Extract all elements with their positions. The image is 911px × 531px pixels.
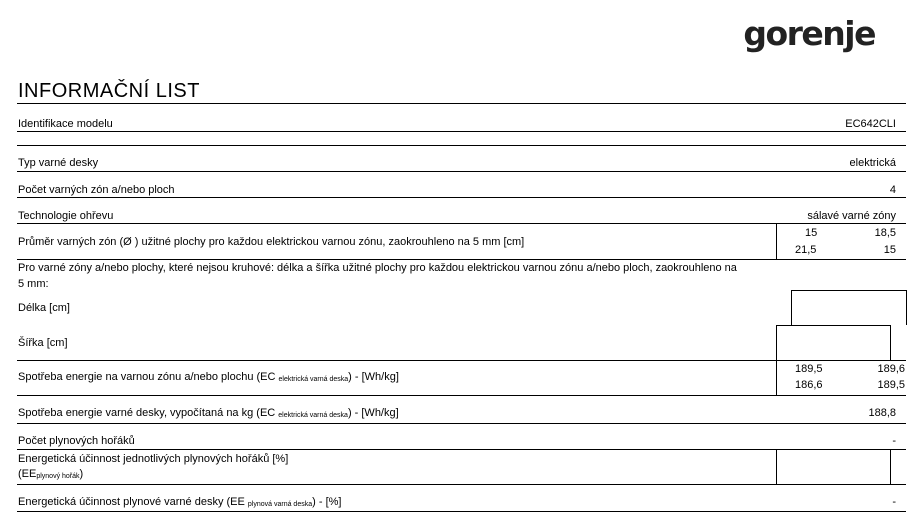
technology-value: sálavé varné zóny [807,210,896,222]
cell-border [791,290,906,291]
technology-label: Technologie ohřevu [18,210,114,222]
width-label: Šířka [cm] [18,337,68,349]
cell-border [791,290,792,325]
row-divider [17,423,906,424]
cell-border [776,360,777,395]
energy-zone-value: 189,5 [795,363,823,375]
gas-eff-hob-value: - [892,496,896,508]
cell-border [776,223,777,259]
energy-zone-value: 189,6 [877,363,905,375]
hob-type-value: elektrická [849,157,896,169]
row-divider [17,197,906,198]
diameter-value: 15 [883,244,896,256]
cell-border [776,449,777,484]
noncircular-label-cont: 5 mm: [18,278,49,290]
row-divider [17,259,906,260]
row-divider [17,449,906,450]
model-value: EC642CLI [845,118,896,130]
cell-border [890,449,891,484]
zones-count-label: Počet varných zón a/nebo ploch [18,184,175,196]
page-title: INFORMAČNÍ LIST [18,80,200,102]
diameter-label: Průměr varných zón (Ø ) užitné plochy pro každou elektrickou varnou zónu, zaokrouhleno na 5 mm [cm] [18,236,525,248]
energy-hob-value: 188,8 [868,407,896,419]
cell-border [890,325,891,360]
noncircular-label: Pro varné zóny a/nebo plochy, které nejsou kruhové: délka a šířka užitné plochy pro každou elektrickou varnou zónu a/nebo ploch, zaokrouhleno na [18,262,737,274]
diameter-value: 18,5 [874,227,896,239]
cell-border [906,290,907,325]
cell-border [776,325,890,326]
brand-logo: gorenje [743,14,875,53]
energy-zone-value: 189,5 [877,379,905,391]
row-divider [17,131,906,132]
gas-eff-hob-label: Energetická účinnost plynové varné desky (EE $_{plynová varná deska}$) - [%] [18,496,342,508]
zones-count-value: 4 [889,184,896,196]
cell-border [776,325,777,360]
gas-burners-value: - [892,435,896,447]
row-divider [17,484,906,485]
energy-hob-label: Spotřeba energie varné desky, vypočítaná na kg (EC $_{elektrická varná deska}$) - [Wh/kg] [18,407,399,419]
gas-eff-each-label-cont: $(EE_{plynový hořák})$ [18,468,84,480]
title-rule [17,103,906,104]
row-divider [17,511,906,512]
row-divider [17,171,906,172]
row-divider [17,145,906,146]
energy-zone-label: Spotřeba energie na varnou zónu a/nebo plochu (EC $_{elektrická varná deska}$) - [Wh/kg] [18,371,399,383]
diameter-value: 21,5 [795,244,817,256]
gas-burners-label: Počet plynových hořáků [18,435,135,447]
gas-eff-each-label: Energetická účinnost jednotlivých plynových hořáků [%] [18,453,289,465]
row-divider [17,223,906,224]
row-divider [17,395,906,396]
model-label: Identifikace modelu [18,118,113,130]
energy-zone-value: 186,6 [795,379,823,391]
diameter-value: 15 [805,227,818,239]
row-divider [17,360,906,361]
length-label: Délka [cm] [18,302,70,314]
hob-type-label: Typ varné desky [18,157,99,169]
